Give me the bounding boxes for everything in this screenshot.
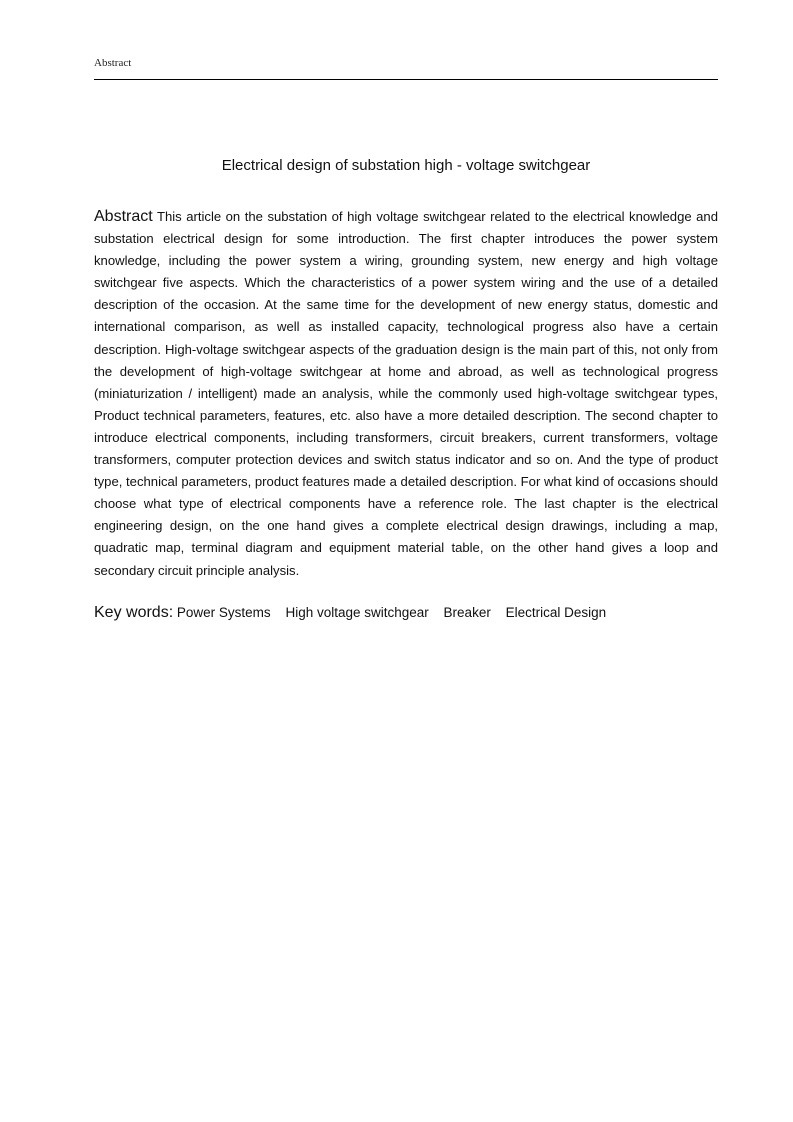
abstract-label: Abstract bbox=[94, 208, 153, 225]
keyword-item: Breaker bbox=[443, 605, 491, 620]
keyword-item: High voltage switchgear bbox=[285, 605, 429, 620]
abstract-paragraph bbox=[94, 206, 718, 582]
keywords-line bbox=[94, 604, 718, 622]
keyword-item: Electrical Design bbox=[505, 605, 607, 620]
keyword-item: Power Systems bbox=[176, 605, 271, 620]
abstract-body: This article on the substation of high voltage switchgear related to the electrical knowledge and substation electrical design for some introduction. The first chapter introduces the power system knowledge, including the power system a wiring, grounding system, new energy and high voltage switchgear five aspects. Which the characteristics of a power system wiring and the use of a detailed description of the occasion. At the same time for the development of new energy status, domestic and international comparison, as well as installed capacity, technological progress also have a certain description. High-voltage switchgear aspects of the graduation design is the main part of this, not only from the development of high-voltage switchgear at home and abroad, as well as technological progress (miniaturization / intelligent) made an analysis, while the commonly used high-voltage switchgear types, Product technical parameters, features, etc. also have a more detailed description. The second chapter to introduce electrical components, including transformers, circuit breakers, current transformers, voltage transformers, computer protection devices and switch status indicator and so on. And the type of product type, technical parameters, product features made a detailed description. For what kind of occasions should choose what type of electrical components have a reference role. The last chapter is the electrical engineering design, on the one hand gives a complete electrical design drawings, including a map, quadratic map, terminal diagram and equipment material table, on the other hand gives a loop and secondary circuit principle analysis. bbox=[94, 209, 718, 578]
document-title: Electrical design of substation high - voltage switchgear bbox=[221, 157, 591, 174]
header-divider bbox=[94, 79, 718, 80]
keywords-label: Key words: bbox=[94, 604, 174, 621]
running-header: Abstract bbox=[94, 57, 132, 69]
